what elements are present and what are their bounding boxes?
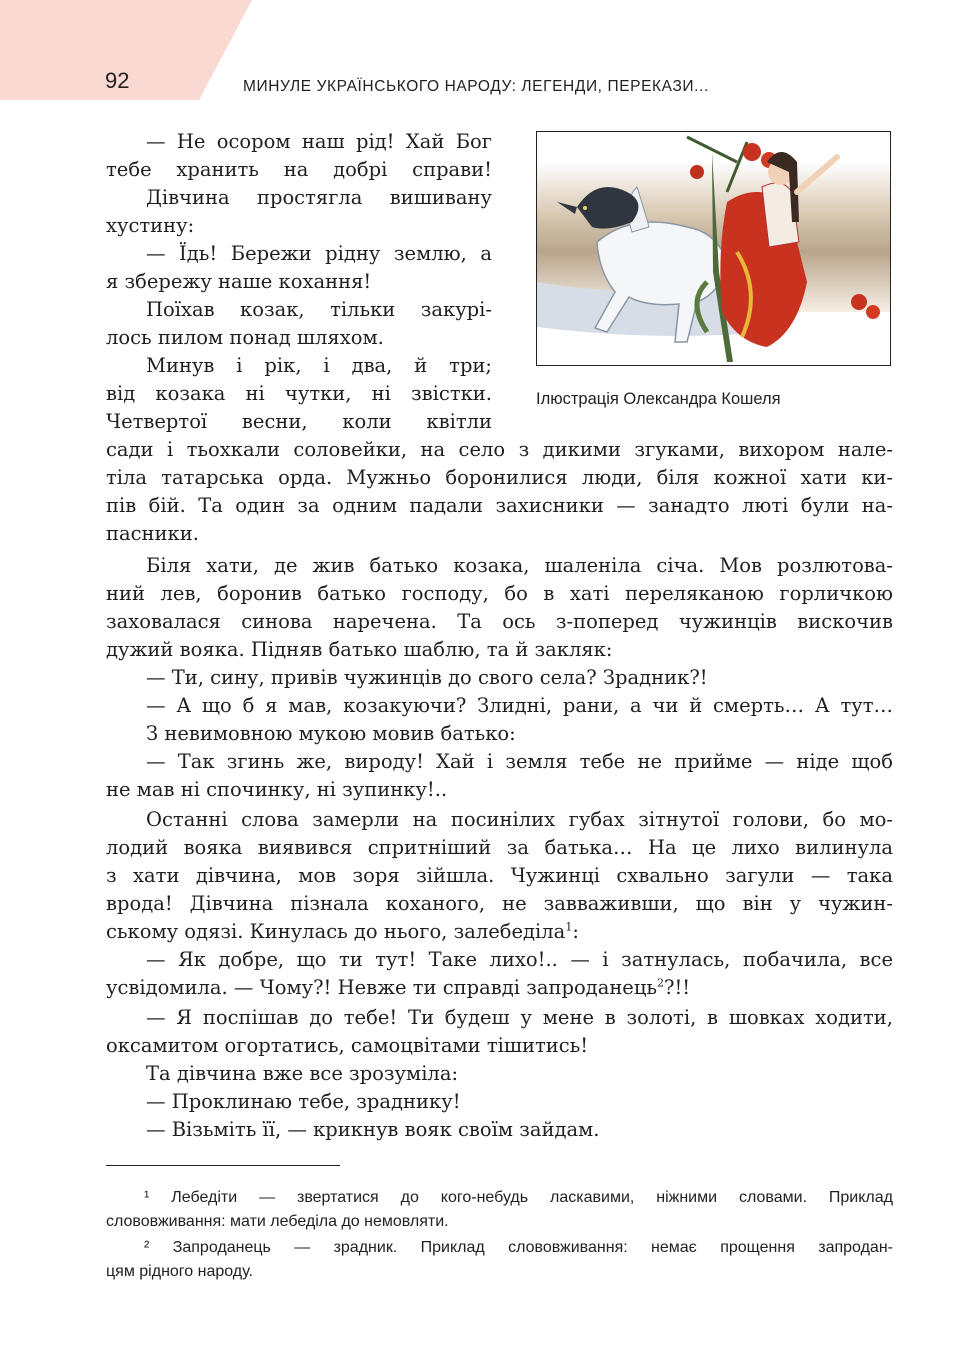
body-line: тіла татарська орда. Мужньо боронилися люди, біля кожної хати ки- xyxy=(106,466,893,489)
body-line-tail: ?!! xyxy=(664,976,691,999)
body-line-with-footnote-ref xyxy=(106,974,690,1002)
illustration-caption: Ілюстрація Олександра Кошеля xyxy=(536,390,781,408)
body-line: лодий вояка виявився спритніший за батька… На це лихо вилинула xyxy=(106,836,893,859)
body-line: заховалася синова наречена. Та ось з-поперед чужинців вискочив xyxy=(106,610,893,633)
body-line: пів бій. Та один за одним падали захисники — занадто люті були на- xyxy=(106,494,893,517)
footnote-line: цям рідного народу. xyxy=(106,1263,253,1280)
body-line: — Візьміть її, — крикнув вояк своїм зайдам. xyxy=(146,1118,600,1141)
body-line: з хати дівчина, мов зоря зійшла. Чужинці схвально загули — така xyxy=(106,864,893,887)
body-line: Минув і рік, і два, й три; xyxy=(146,354,492,377)
footnote-ref-1: 1 xyxy=(565,920,573,934)
body-line: Та дівчина вже все зрозуміла: xyxy=(146,1062,459,1085)
footnote-line: ¹ Лебедіти — звертатися до кого-небудь ласкавими, ніжними словами. Приклад xyxy=(144,1189,893,1206)
body-line: — Проклинаю тебе, зраднику! xyxy=(146,1090,461,1113)
body-line: Останні слова замерли на посинілих губах зітнутої голови, бо мо- xyxy=(146,808,893,831)
body-line: Біля хати, де жив батько козака, шаленіла січа. Мов розлютова- xyxy=(146,554,893,577)
body-line: — Я поспішав до тебе! Ти будеш у мене в золоті, в шовках ходити, xyxy=(146,1006,893,1029)
footnote-ref-2: 2 xyxy=(657,976,665,990)
running-title: МИНУЛЕ УКРАЇНСЬКОГО НАРОДУ: ЛЕГЕНДИ, ПЕРЕКАЗИ... xyxy=(243,78,709,95)
body-line: тебе хранить на добрі справи! xyxy=(106,158,492,181)
body-line: пасники. xyxy=(106,522,199,545)
body-line-text: ському одязі. Кинулась до нього, залебеділа xyxy=(106,920,566,943)
body-line: Дівчина простягла вишивану xyxy=(146,186,492,209)
body-line: Четвертої весни, коли квітли xyxy=(106,410,492,433)
body-line: сади і тьохкали соловейки, на село з дикими згуками, вихором нале- xyxy=(106,438,893,461)
body-line-with-footnote-ref xyxy=(106,918,579,946)
body-line-text: усвідомила. — Чому?! Невже ти справді запроданець xyxy=(106,976,658,999)
body-line: дужий вояка. Підняв батько шаблю, та й закляк: xyxy=(106,638,613,661)
body-line: лось пилом понад шляхом. xyxy=(106,326,384,349)
body-line: оксамитом огортатись, самоцвітами тішитись! xyxy=(106,1034,589,1057)
body-line: Поїхав козак, тільки закурі- xyxy=(146,298,492,321)
illustration-picture xyxy=(537,132,890,365)
body-line: — Їдь! Бережи рідну землю, а xyxy=(146,242,492,265)
body-line: — Так згинь же, вироду! Хай і земля тебе не прийме — ніде щоб xyxy=(146,750,893,773)
body-line: ний лев, боронив батько господу, бо в хаті переляканою горличкою xyxy=(106,582,893,605)
illustration xyxy=(536,131,891,366)
body-line-tail: : xyxy=(572,920,579,943)
footnote-line: слововживання: мати лебеділа до немовляти. xyxy=(106,1213,449,1230)
body-line: не мав ні спочинку, ні зупинку!.. xyxy=(106,778,448,801)
body-line: хустину: xyxy=(106,214,195,237)
body-line: З невимовною мукою мовив батько: xyxy=(146,722,516,745)
body-line: від козака ні чутки, ні звістки. xyxy=(106,382,492,405)
footnote-line: ² Запроданець — зрадник. Приклад слововживання: немає прощення запродан- xyxy=(144,1239,893,1256)
body-line: — Як добре, що ти тут! Таке лихо!.. — і затнулась, побачила, все xyxy=(146,948,893,971)
body-line: — Не осором наш рід! Хай Бог xyxy=(146,130,492,153)
footnote-divider xyxy=(106,1165,340,1166)
body-line: — А що б я мав, козакуючи? Злидні, рани, а чи й смерть… А тут… xyxy=(146,694,893,717)
body-line: врода! Дівчина пізнала коханого, не завваживши, що він у чужин- xyxy=(106,892,893,915)
page-number: 92 xyxy=(105,68,130,93)
body-line: я збережу наше кохання! xyxy=(106,270,372,293)
body-line: — Ти, сину, привів чужинців до свого села? Зрадник?! xyxy=(146,666,708,689)
